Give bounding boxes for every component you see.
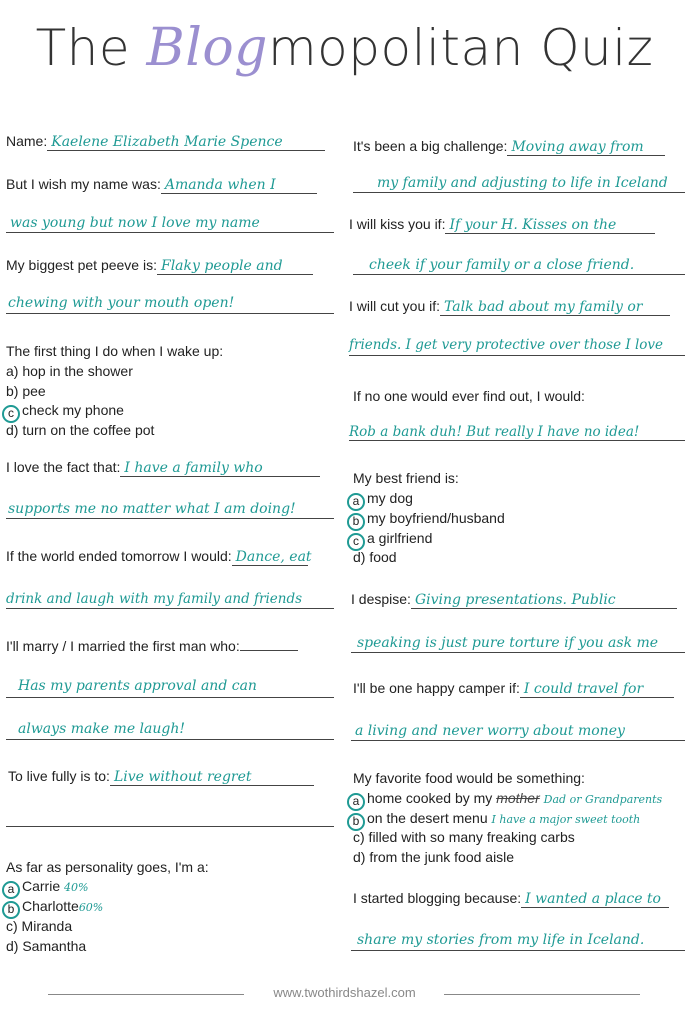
personality-option-a: a Carrie 40% — [2, 878, 88, 899]
footer-url[interactable]: www.twothirdshazel.com — [273, 985, 416, 1000]
love-answer-1: I have a family who — [120, 460, 320, 477]
marry-line-1 — [6, 697, 334, 698]
food-option-d: d) from the junk food aisle — [353, 849, 515, 865]
world-answer-1: Dance, eat — [232, 549, 308, 566]
camper-line — [351, 740, 685, 741]
world-question: If the world ended tomorrow I would: Dance, eat — [6, 548, 312, 565]
despise-answer-2: speaking is just pure torture if you ask me — [357, 635, 659, 651]
footer-rule-left — [48, 994, 244, 995]
blogging-question: I started blogging because: I wanted a place to — [353, 890, 689, 908]
wish-answer-2: was young but now I love my name — [10, 215, 260, 231]
page-title — [0, 18, 689, 78]
best-friend-option-d: d) food — [353, 549, 397, 565]
wake-option-c: c check my phone — [2, 402, 124, 423]
challenge-answer-2: my family and adjusting to life in Iceland — [377, 175, 668, 191]
live-answer-1: Live without regret — [110, 769, 314, 786]
despise-answer-1: Giving presentations. Public — [411, 592, 677, 609]
wish-line — [6, 232, 334, 233]
marry-answer-2: always make me laugh! — [18, 721, 185, 737]
marry-question: I'll marry / I married the first man who: — [6, 638, 351, 654]
blogging-answer-1: I wanted a place to — [521, 891, 669, 908]
wake-circle: c — [2, 405, 20, 423]
find-out-answer: Rob a bank duh! But really I have no idea! — [349, 424, 640, 440]
challenge-answer-1: Moving away from — [507, 139, 665, 156]
wake-question: The first thing I do when I wake up: — [6, 343, 224, 359]
title-post: mopolitan Quiz — [267, 19, 654, 77]
kiss-line — [353, 274, 685, 275]
cut-answer-2: friends. I get very protective over those I love — [349, 337, 664, 353]
blogging-answer-2: share my stories from my life in Iceland. — [357, 932, 645, 948]
peeve-line — [6, 313, 334, 314]
food-option-b: b on the desert menu I have a major sweet tooth — [347, 810, 640, 831]
food-option-c: c) filled with so many freaking carbs — [353, 829, 575, 845]
best-friend-option-a: a my dog — [347, 490, 413, 511]
kiss-answer-1: If your H. Kisses on the — [445, 217, 655, 234]
camper-answer-2: a living and never worry about money — [355, 723, 625, 739]
wake-option-b: b) pee — [6, 383, 46, 399]
love-line — [6, 518, 334, 519]
name-answer: Kaelene Elizabeth Marie Spence — [47, 134, 325, 151]
camper-question: I'll be one happy camper if: I could travel for — [353, 680, 689, 698]
live-line — [6, 826, 334, 827]
kiss-answer-2: cheek if your family or a close friend. — [369, 257, 635, 273]
despise-question: I despise: Giving presentations. Public — [351, 591, 689, 609]
challenge-line — [353, 192, 685, 193]
challenge-question: It's been a big challenge: Moving away from — [353, 138, 689, 156]
personality-option-d: d) Samantha — [6, 938, 87, 954]
kiss-question: I will kiss you if: If your H. Kisses on the — [349, 216, 689, 234]
world-line — [6, 608, 334, 609]
title-blog: Blog — [146, 18, 268, 78]
wish-answer-1: Amanda when I — [161, 177, 317, 194]
food-option-a: a home cooked by my mother Dad or Grandparents — [347, 790, 662, 811]
cut-line — [349, 355, 685, 356]
best-friend-option-c: c a girlfriend — [347, 530, 432, 551]
wake-option-a: a) hop in the shower — [6, 363, 133, 379]
marry-line-2 — [6, 739, 334, 740]
personality-option-c: c) Miranda — [6, 918, 73, 934]
footer-rule-right — [444, 994, 640, 995]
food-question: My favorite food would be something: — [353, 770, 585, 786]
blogging-line — [351, 950, 685, 951]
despise-line — [351, 652, 685, 653]
name-question: Name: Kaelene Elizabeth Marie Spence — [6, 133, 351, 151]
best-friend-question: My best friend is: — [353, 470, 459, 486]
title-pre: The — [35, 19, 147, 77]
marry-answer-1: Has my parents approval and can — [18, 678, 257, 694]
crossed-out-word: mother — [496, 790, 540, 806]
find-out-line — [349, 440, 685, 441]
camper-answer-1: I could travel for — [520, 681, 674, 698]
marry-blank — [240, 650, 298, 651]
wish-question: But I wish my name was: Amanda when I — [6, 176, 351, 194]
personality-option-b: b Charlotte60% — [2, 898, 103, 919]
peeve-answer-1: Flaky people and — [157, 258, 313, 275]
love-answer-2: supports me no matter what I am doing! — [8, 501, 296, 517]
live-question: To live fully is to: Live without regret — [8, 768, 353, 786]
peeve-question: My biggest pet peeve is: Flaky people and — [6, 257, 351, 275]
love-question: I love the fact that: I have a family who — [6, 459, 351, 477]
personality-question: As far as personality goes, I'm a: — [6, 859, 209, 875]
world-answer-2: drink and laugh with my family and friends — [6, 591, 303, 607]
wake-option-d: d) turn on the coffee pot — [6, 422, 155, 438]
find-out-question: If no one would ever find out, I would: — [353, 388, 585, 404]
footer — [0, 985, 689, 1000]
best-friend-option-b: b my boyfriend/husband — [347, 510, 505, 531]
peeve-answer-2: chewing with your mouth open! — [8, 295, 235, 311]
cut-answer-1: Talk bad about my family or — [440, 299, 670, 316]
cut-question: I will cut you if: Talk bad about my family or — [349, 298, 689, 316]
